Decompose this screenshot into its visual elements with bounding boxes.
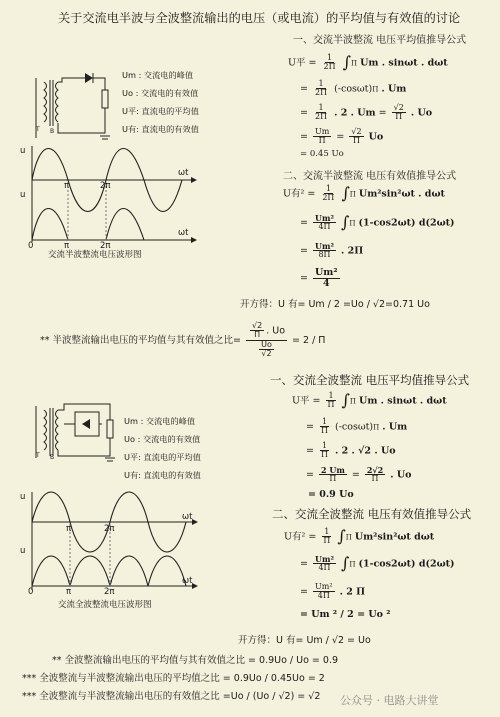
zero-tick: 0 [28, 241, 34, 251]
half-avg-eq-line1: U平 = $\frac{1}{2\Pi}$ ∫Π Um . sinωt . dωt [288, 52, 448, 72]
half-avg-eq-line3: = $\frac{1}{2\Pi}$ . 2 . Um = $\frac{√2}{\Pi}$ . Uo [300, 103, 433, 122]
half-avg-eq-line2: = $\frac{1}{2\Pi}$ (-cosωt)Π . Um [300, 79, 407, 98]
legend-item: U有: 直流电的有效值 [124, 470, 201, 480]
u-axis-label: u [20, 146, 26, 156]
half-avg-eq-line4: = $\frac{Um}{\Pi}$ = $\frac{√2}{\Pi}$ Uo [300, 127, 384, 146]
half-rms-eq-line2: = $\frac{\text{Um²}}{4\Pi}$ ∫Π (1-cos2ωt) d(2ωt) [300, 212, 455, 232]
two-pi-tick: 2π [104, 587, 115, 597]
half-sqrt-line: 开方得：U 有= Um / 2 =Uo / √2=0.71 Uo [240, 299, 430, 310]
page-title: 关于交流电半波与全波整流输出的电压（或电流）的平均值与有效值的讨论 [58, 11, 461, 25]
u-axis-label: u [20, 190, 26, 200]
half-avg-result: = 0.45 Uo [300, 149, 344, 159]
full-rms-heading: 二、交流全波整流 电压有效值推导公式 [272, 507, 472, 521]
legend-item: Uo : 交流电的有效值 [122, 88, 199, 98]
legend-item: Um : 交流电的峰值 [122, 70, 194, 80]
half-ratio-line: ** 半波整流输出电压的平均值与其有效值之比= $\frac{√2}{\Pi}$ . Uo $\frac{Uo}{√2}$ = 2 / Π [40, 321, 326, 359]
pi-tick: π [64, 241, 70, 251]
full-avg-result: = 0.9 Uo [308, 489, 354, 500]
half-rms-heading: 二、交流半波整流 电压有效值推导公式 [283, 171, 457, 182]
full-avg-eq-line4: = $\frac{2 Um}{\Pi}$ = $\frac{2√2}{\Pi}$ . Uo [306, 465, 412, 484]
full-wave-waveform-chart [26, 488, 200, 596]
legend-item: Uo : 交流电的有效值 [124, 434, 201, 444]
full-wave-circuit-diagram [30, 400, 126, 466]
secondary-label: B [50, 128, 55, 135]
full-avg-heading: 一、交流全波整流 电压平均值推导公式 [270, 373, 470, 387]
legend-item: U平: 直流电的平均值 [124, 452, 201, 462]
legend-item: U平: 直流电的平均值 [122, 106, 199, 116]
full-rms-eq-line2: = $\frac{\text{Um²}}{4\Pi}$ ∫Π (1-cos2ωt) d(2ωt) [300, 553, 455, 573]
pi-tick: π [66, 524, 72, 534]
full-rms-eq-line1: U有² = $\frac{1}{\Pi}$ ∫Π Um²sin²ωt dωt [284, 526, 435, 546]
half-wave-circuit-diagram [30, 68, 120, 148]
full-sqrt-line: 开方得：U 有= Um / √2 = Uo [238, 635, 371, 646]
full-ratio-line-2: *** 全波整流与半波整流输出电压的平均值之比 = 0.9Uo / 0.45Uo = 2 [22, 673, 325, 684]
full-rms-eq-line4: = Um ² / 2 = Uo ² [300, 609, 391, 620]
full-ratio-line-1: ** 全波整流输出电压的平均值与其有效值之比 = 0.9Uo / Uo = 0.9 [52, 655, 339, 666]
full-rms-eq-line3: = $\frac{\text{Um²}}{4\Pi}$ . 2 Π [300, 582, 366, 601]
full-wave-caption: 交流全波整流电压波形图 [58, 600, 152, 610]
half-rms-eq-line3: = $\frac{\text{Um²}}{8\Pi}$ . 2Π [300, 241, 364, 260]
two-pi-tick: 2π [104, 524, 115, 534]
wt-axis-label: ωt [178, 168, 189, 178]
u-axis-label: u [20, 492, 26, 502]
pi-tick: π [64, 181, 70, 191]
transformer-label: T [36, 126, 40, 133]
transformer-label: T [36, 452, 40, 459]
full-legend [124, 412, 201, 484]
two-pi-tick: 2π [100, 181, 111, 191]
half-rms-eq-line1: U有² = $\frac{1}{2\Pi}$ ∫Π Um²sin²ωt . dωt [283, 183, 445, 203]
two-pi-tick: 2π [100, 241, 111, 251]
full-ratio-line-3: *** 全波整流与半波整流输出电压的有效值之比 =Uo / (Uo / √2) = √2 [22, 691, 321, 702]
full-avg-eq-line1: U平 = $\frac{1}{\Pi}$ ∫Π Um . sinωt . dωt [292, 390, 447, 410]
pi-tick: π [66, 587, 72, 597]
half-wave-waveform-chart [26, 142, 198, 250]
half-avg-heading: 一、交流半波整流 电压平均值推导公式 [293, 35, 467, 46]
wt-axis-label: ωt [182, 576, 193, 586]
half-rms-eq-line4: = $\frac{\text{Um²}}{4}$ [300, 267, 338, 289]
u-axis-label: u [20, 546, 26, 556]
half-wave-caption: 交流半波整流电压波形图 [48, 250, 142, 260]
legend-item: Um : 交流电的峰值 [124, 416, 196, 426]
legend-item: U有: 直流电的有效值 [122, 124, 199, 134]
secondary-label: B [50, 454, 55, 461]
full-avg-eq-line3: = $\frac{1}{\Pi}$ . 2 . √2 . Uo [306, 441, 396, 460]
full-avg-eq-line2: = $\frac{1}{\Pi}$ (-cosωt)Π . Um [306, 417, 408, 436]
wt-axis-label: ωt [178, 228, 189, 238]
zero-tick: 0 [28, 587, 34, 597]
wt-axis-label: ωt [182, 512, 193, 522]
watermark: 公众号 · 电路大讲堂 [340, 694, 439, 707]
half-legend [122, 66, 199, 138]
